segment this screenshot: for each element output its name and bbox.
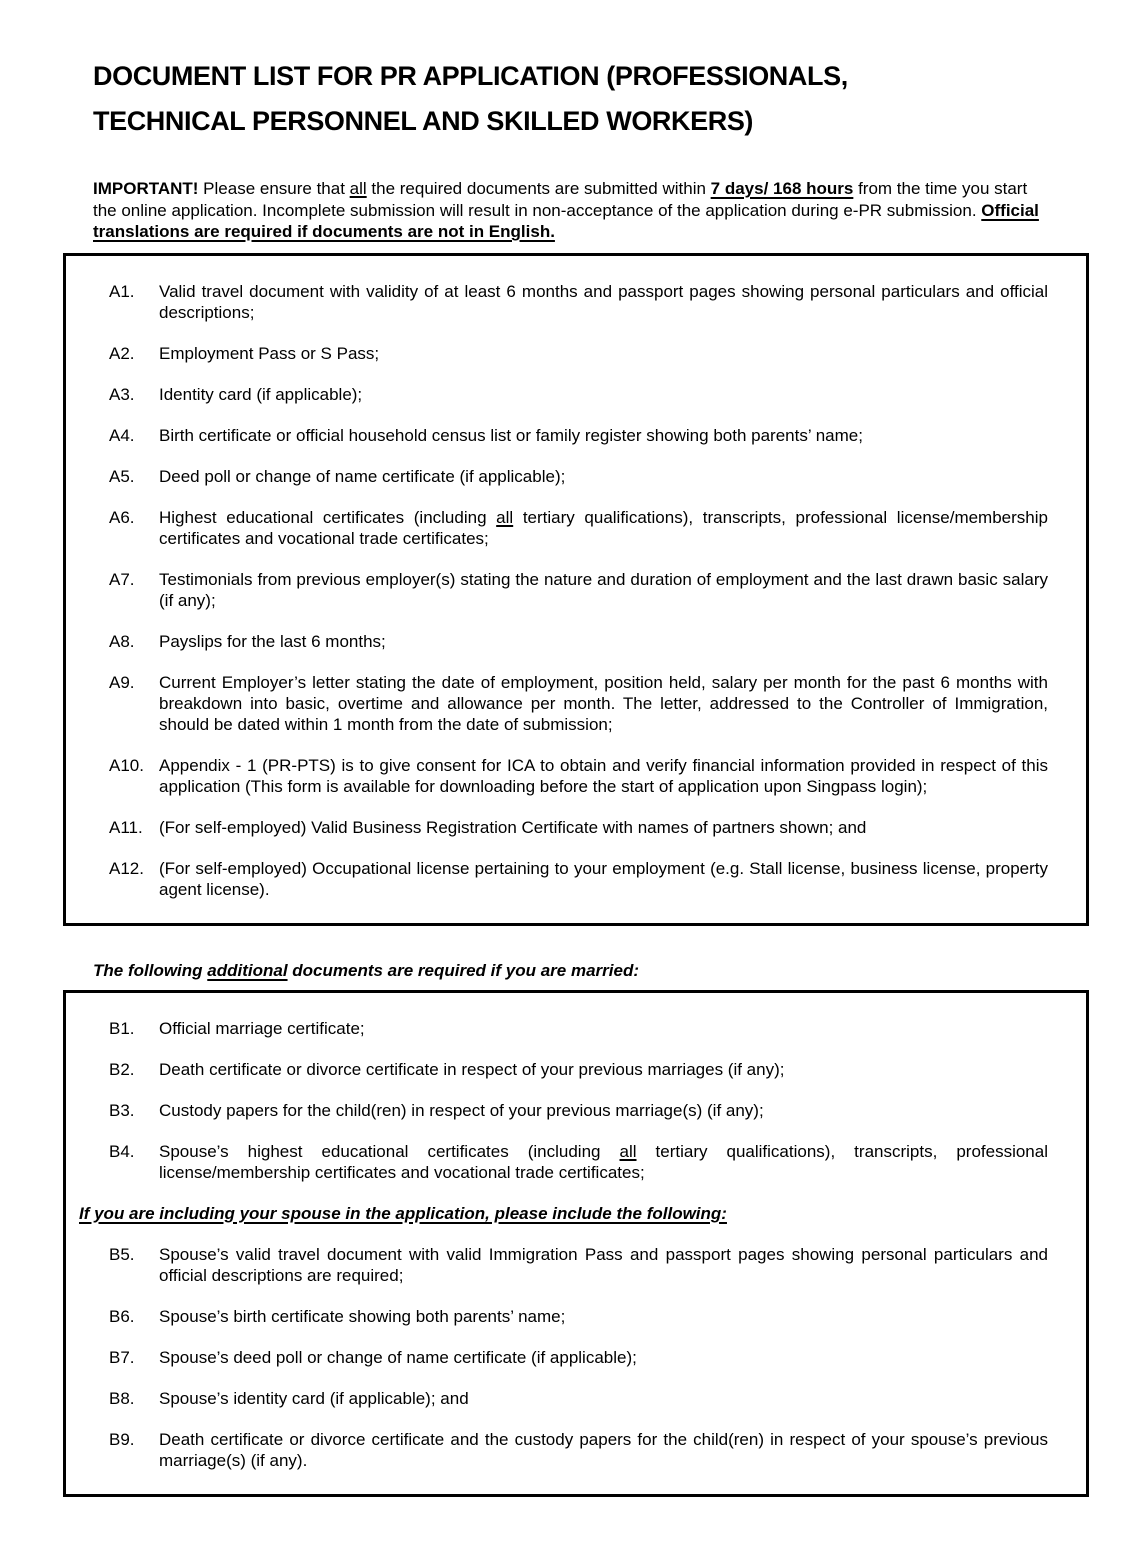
section-b-list-spouse (79, 1244, 1048, 1471)
item-label: B1. (109, 1018, 135, 1038)
item-label: A7. (109, 569, 135, 589)
item-text: Valid travel document with validity of at least 6 months and passport pages showing personal particulars and official descriptions; (159, 281, 1048, 322)
married-documents-heading (93, 960, 1136, 981)
item-text: Death certificate or divorce certificate and the custody papers for the child(ren) in respect of your spouse’s previous marriage(s) (if any). (159, 1429, 1048, 1470)
spouse-inclusion-heading: If you are including your spouse in the application, please include the following: (79, 1203, 727, 1223)
item-text: Testimonials from previous employer(s) stating the nature and duration of employment and the last drawn basic salary (if any); (159, 569, 1048, 610)
item-text: Payslips for the last 6 months; (159, 631, 386, 651)
married-heading-additional-underlined: additional (207, 960, 288, 980)
important-note (93, 178, 1050, 243)
page-title-line-2: TECHNICAL PERSONNEL AND SKILLED WORKERS) (93, 106, 754, 136)
list-item (109, 672, 1048, 735)
page-title-line-1: DOCUMENT LIST FOR PR APPLICATION (PROFESSIONALS, (93, 61, 848, 91)
item-text: Deed poll or change of name certificate (if applicable); (159, 466, 566, 486)
list-item (109, 1141, 1048, 1183)
item-label: A10. (109, 755, 144, 775)
married-heading-text-1: The following (93, 960, 208, 980)
list-item (109, 466, 1048, 487)
item-label: A8. (109, 631, 135, 651)
item-text: Spouse’s highest educational certificates (including all tertiary qualifications), transcripts, professional license/membership certificates and vocational trade certificates; (159, 1141, 1048, 1182)
list-item (109, 1018, 1048, 1039)
item-label: B5. (109, 1244, 135, 1264)
item-label: B3. (109, 1100, 135, 1120)
item-text: (For self-employed) Occupational license pertaining to your employment (e.g. Stall license, business license, property agent license). (159, 858, 1048, 899)
list-item (109, 569, 1048, 611)
list-item (109, 858, 1048, 900)
item-label: A6. (109, 507, 135, 527)
item-label: A12. (109, 858, 144, 878)
important-text-3: from the time you start the online application. Incomplete submission will result in non-acceptance of the application during e-PR submission. (93, 179, 1028, 220)
list-item (109, 1388, 1048, 1409)
list-item (109, 281, 1048, 323)
list-item (109, 507, 1048, 549)
important-deadline: 7 days/ 168 hours (710, 179, 854, 198)
section-a-box (63, 253, 1089, 926)
list-item (109, 631, 1048, 652)
item-label: A9. (109, 672, 135, 692)
item-text: Spouse’s deed poll or change of name certificate (if applicable); (159, 1347, 637, 1367)
list-item (109, 755, 1048, 797)
list-item (109, 1306, 1048, 1327)
item-label: A2. (109, 343, 135, 363)
item-label: B9. (109, 1429, 135, 1449)
item-text: Spouse’s identity card (if applicable); and (159, 1388, 469, 1408)
item-text: Current Employer’s letter stating the date of employment, position held, salary per month for the past 6 months with breakdown into basic, overtime and allowance per month. The letter, addressed to the Controller of Immigration, should be dated within 1 month from the date of submission; (159, 672, 1048, 734)
item-label: A4. (109, 425, 135, 445)
list-item (109, 384, 1048, 405)
list-item (109, 425, 1048, 446)
item-label: B8. (109, 1388, 135, 1408)
item-text: Appendix - 1 (PR-PTS) is to give consent for ICA to obtain and verify financial information provided in respect of this application (This form is available for downloading before the start of application upon Singpass login); (159, 755, 1048, 796)
list-item (109, 1244, 1048, 1286)
item-text: Spouse’s valid travel document with valid Immigration Pass and passport pages showing personal particulars and official descriptions are required; (159, 1244, 1048, 1285)
important-all-underlined: all (349, 179, 367, 198)
item-text: Death certificate or divorce certificate in respect of your previous marriages (if any); (159, 1059, 785, 1079)
important-text-1: Please ensure that (198, 179, 350, 198)
section-a-list (79, 281, 1048, 900)
list-item (109, 817, 1048, 838)
item-text: Custody papers for the child(ren) in respect of your previous marriage(s) (if any); (159, 1100, 764, 1120)
item-label: A11. (109, 817, 143, 837)
list-item (109, 343, 1048, 364)
important-translation-note: Official translations are required if documents are not in English. (93, 200, 1039, 241)
married-heading-text-2: documents are required if you are married: (287, 960, 639, 980)
item-label: A1. (109, 281, 135, 301)
item-text: Birth certificate or official household census list or family register showing both parents’ name; (159, 425, 863, 445)
item-label: A3. (109, 384, 135, 404)
list-item (109, 1059, 1048, 1080)
item-text: Employment Pass or S Pass; (159, 343, 380, 363)
list-item (109, 1100, 1048, 1121)
section-b-box (63, 990, 1089, 1497)
item-label: B6. (109, 1306, 135, 1326)
item-label: B4. (109, 1141, 135, 1161)
item-text: Spouse’s birth certificate showing both parents’ name; (159, 1306, 566, 1326)
item-label: A5. (109, 466, 135, 486)
section-b-list-married (79, 1018, 1048, 1183)
item-text: Identity card (if applicable); (159, 384, 363, 404)
list-item (109, 1429, 1048, 1471)
item-text: Highest educational certificates (including all tertiary qualifications), transcripts, professional license/membership certificates and vocational trade certificates; (159, 507, 1048, 548)
item-label: B7. (109, 1347, 135, 1367)
list-item (109, 1347, 1048, 1368)
important-text-2: the required documents are submitted within (366, 179, 711, 198)
important-label: IMPORTANT! (93, 179, 199, 198)
page-title (93, 54, 1043, 144)
item-label: B2. (109, 1059, 135, 1079)
item-text: (For self-employed) Valid Business Registration Certificate with names of partners shown; and (159, 817, 867, 837)
item-text: Official marriage certificate; (159, 1018, 365, 1038)
